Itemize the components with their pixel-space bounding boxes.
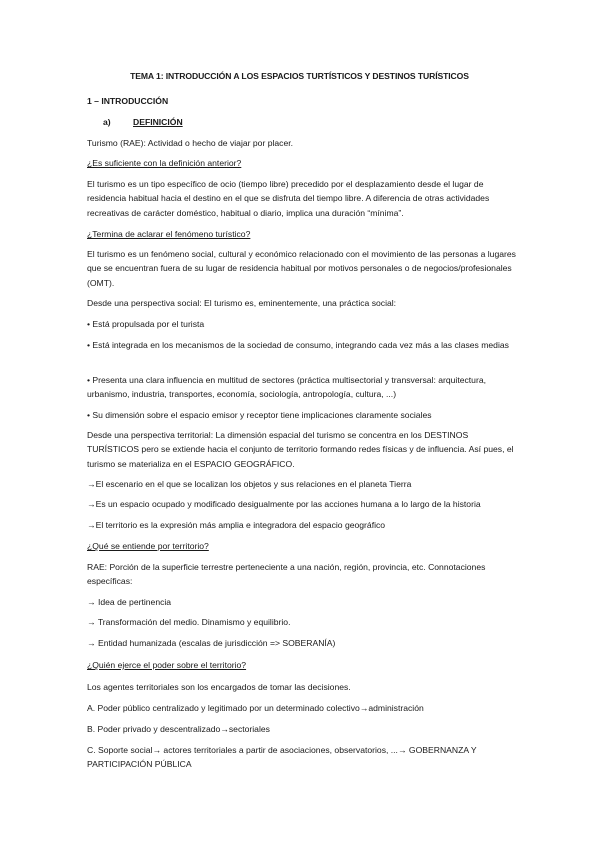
section-heading: 1 – INTRODUCCIÓN	[87, 96, 169, 106]
subsection-label: DEFINICIÓN	[133, 117, 183, 127]
bullet-1: • Está propulsada por el turista	[87, 319, 205, 329]
paragraph-social: Desde una perspectiva social: El turismo es, eminentemente, una práctica social:	[87, 298, 397, 308]
paragraph-1: El turismo es un tipo específico de ocio (tiempo libre) precedido por el desplazamiento desde el lugar de residencia habitual hacia el destino en el que se disfruta del tiempo libre. A diferencia de otras actividades recreativas de carácter doméstico, habitual o diario, implica una duración “mínima”.	[87, 179, 490, 218]
arrow-item-4: → Idea de pertinencia	[87, 597, 172, 607]
arrow-item-6: → Entidad humanizada (escalas de jurisdicción => SOBERANÍA)	[87, 638, 336, 648]
bullet-3: • Presenta una clara influencia en multitud de sectores (práctica multisectorial y transversal: arquitectura, urbanismo, industria, transportes, economía, sociología, antropología, cultura, ...)	[87, 375, 486, 400]
rae-definition: Turismo (RAE): Actividad o hecho de viajar por placer.	[87, 138, 294, 148]
bullet-2: • Está integrada en los mecanismos de la sociedad de consumo, integrando cada vez más a las clases medias	[87, 340, 509, 350]
paragraph-2: El turismo es un fenómeno social, cultural y económico relacionado con el movimiento de las personas a lugares que se encuentran fuera de su lugar de residencia habitual por motivos personales o de negocios/profesionales (OMT).	[87, 249, 516, 288]
paragraph-territorial: Desde una perspectiva territorial: La dimensión espacial del turismo se concentra en los DESTINOS TURÍSTICOS pero se extiende hacia el conjunto de territorio formando redes físicas y de influencia. Así pues, el turismo se materializa en el ESPACIO GEOGRÁFICO.	[87, 430, 514, 469]
document-title: TEMA 1: INTRODUCCIÓN A LOS ESPACIOS TURTÍSTICOS Y DESTINOS TURÍSTICOS	[130, 71, 469, 81]
subsection-marker: a)	[103, 117, 111, 127]
list-item-c: C. Soporte social→ actores territoriales a partir de asociaciones, observatorios, ...→ GOBERNANZA Y PARTICIPACIÓN PÚBLICA	[87, 745, 477, 770]
list-item-b: B. Poder privado y descentralizado→sectoriales	[87, 724, 270, 734]
paragraph-agentes: Los agentes territoriales son los encargados de tomar las decisiones.	[87, 682, 351, 692]
question-2: ¿Termina de aclarar el fenómeno turístico?	[87, 229, 251, 239]
paragraph-territorio: RAE: Porción de la superficie terrestre perteneciente a una nación, región, provincia, etc. Connotaciones específicas:	[87, 562, 486, 587]
arrow-item-3: →El territorio es la expresión más amplia e integradora del espacio geográfico	[87, 520, 386, 530]
question-3: ¿Qué se entiende por territorio?	[87, 541, 209, 551]
arrow-item-5: → Transformación del medio. Dinamismo y equilibrio.	[87, 617, 291, 627]
question-1: ¿Es suficiente con la definición anterior?	[87, 158, 242, 168]
subsection-heading	[87, 115, 519, 129]
question-4: ¿Quién ejerce el poder sobre el territorio?	[87, 660, 247, 670]
arrow-item-2: →Es un espacio ocupado y modificado desigualmente por las acciones humana a lo largo de la historia	[87, 499, 481, 509]
list-item-a: A. Poder público centralizado y legitimado por un determinado colectivo→administración	[87, 703, 424, 713]
arrow-item-1: →El escenario en el que se localizan los objetos y sus relaciones en el planeta Tierra	[87, 479, 412, 489]
bullet-4: • Su dimensión sobre el espacio emisor y receptor tiene implicaciones claramente sociales	[87, 410, 432, 420]
